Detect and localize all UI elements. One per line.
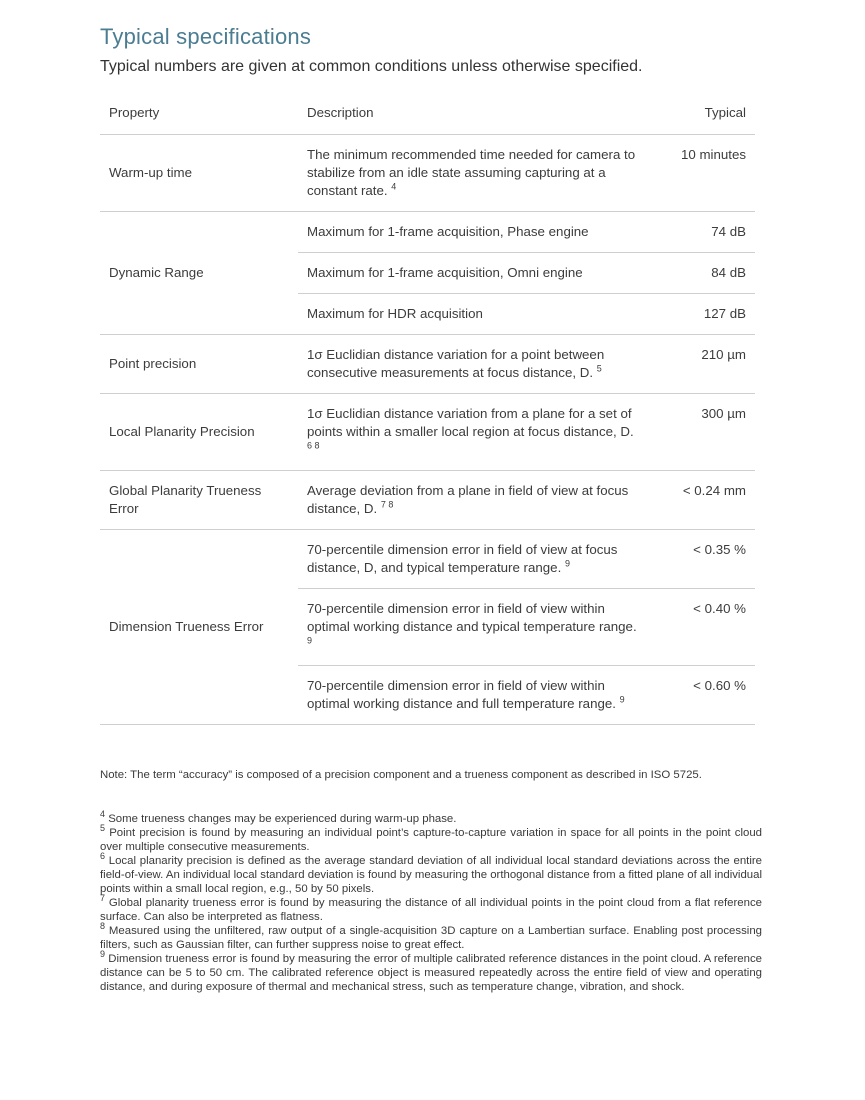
- footnote-ref: 9: [564, 558, 570, 569]
- footnote: [100, 809, 762, 826]
- footnote: [100, 851, 762, 896]
- description-text: The minimum recommended time needed for camera to stabilize from an idle state assuming capturing at a constant rate.: [307, 147, 636, 198]
- footnote-number: 5: [100, 823, 106, 834]
- table-row: [100, 394, 755, 471]
- footnote-text: Some trueness changes may be experienced during warm-up phase.: [108, 813, 457, 825]
- table-row: [100, 212, 755, 253]
- footnote-text: Global planarity trueness error is found by measuring the distance of all individual points in the point cloud from a flat reference surface. Can also be interpreted as flatness.: [100, 897, 762, 923]
- footnote-text: Local planarity precision is defined as the average standard deviation of all individual local standard deviations across the entire field-of-view. An individual local standard deviation is found by measuring the orthogonal distance from a fitted plane of all individual points within a small local region, e.g., 50 by 50 pixels.: [100, 855, 762, 895]
- description-text: 1σ Euclidian distance variation for a point between consecutive measurements at focus distance, D.: [307, 347, 605, 380]
- property-cell: Dynamic Range: [100, 212, 298, 335]
- footnote: [100, 921, 762, 952]
- property-cell: Point precision: [100, 335, 298, 394]
- description-cell: Maximum for HDR acquisition: [298, 294, 646, 335]
- property-cell: Dimension Trueness Error: [100, 530, 298, 725]
- description-cell: Maximum for 1-frame acquisition, Omni engine: [298, 253, 646, 294]
- header-typical: Typical: [646, 94, 755, 135]
- header-description: Description: [298, 94, 646, 135]
- description-cell: [298, 589, 646, 666]
- footnote-ref: 9: [307, 635, 313, 646]
- footnote-number: 7: [100, 893, 106, 904]
- description-cell: [298, 335, 646, 394]
- typical-cell: 74 dB: [646, 212, 755, 253]
- footnote-ref: 6 8: [307, 440, 320, 451]
- footnote-text: Dimension trueness error is found by measuring the error of multiple calibrated reference distances in the point cloud. A reference distance can be 5 to 50 cm. The calibrated reference object is measured repeatedly across the entire field of view and operating distance, and during exposure of thermal and mechanical stress, such as temperature change, vibration, and shock.: [100, 953, 762, 993]
- description-cell: [298, 471, 646, 530]
- typical-cell: 300 µm: [646, 394, 755, 471]
- description-cell: [298, 530, 646, 589]
- description-text: Average deviation from a plane in field of view at focus distance, D.: [307, 483, 629, 516]
- table-row: [100, 335, 755, 394]
- footnote: [100, 893, 762, 924]
- table-row: [100, 135, 755, 212]
- typical-cell: < 0.24 mm: [646, 471, 755, 530]
- description-cell: [298, 394, 646, 471]
- footnote-number: 6: [100, 851, 106, 862]
- description-text: 70-percentile dimension error in field of view at focus distance, D, and typical temperature range.: [307, 542, 618, 575]
- description-cell: Maximum for 1-frame acquisition, Phase engine: [298, 212, 646, 253]
- footnote-ref: 5: [596, 363, 602, 374]
- description-text: 70-percentile dimension error in field of view within optimal working distance and full temperature range.: [307, 678, 616, 711]
- typical-cell: 10 minutes: [646, 135, 755, 212]
- specifications-table: [100, 94, 755, 725]
- footnote-ref: 7 8: [380, 499, 394, 510]
- property-cell: Global Planarity Trueness Error: [100, 471, 298, 530]
- description-cell: [298, 135, 646, 212]
- table-header-row: [100, 94, 755, 135]
- footnote-number: 8: [100, 921, 106, 932]
- description-text: 70-percentile dimension error in field of view within optimal working distance and typical temperature range.: [307, 601, 637, 634]
- typical-cell: 127 dB: [646, 294, 755, 335]
- typical-cell: < 0.40 %: [646, 589, 755, 666]
- table-row: [100, 471, 755, 530]
- footnote-number: 9: [100, 949, 106, 960]
- footnote-number: 4: [100, 809, 106, 820]
- page-title: Typical specifications: [100, 24, 312, 49]
- footnote: [100, 823, 763, 854]
- typical-cell: 210 µm: [646, 335, 755, 394]
- property-cell: Local Planarity Precision: [100, 394, 298, 471]
- typical-cell: 84 dB: [646, 253, 755, 294]
- typical-cell: < 0.60 %: [646, 666, 755, 725]
- description-text: 1σ Euclidian distance variation from a plane for a set of points within a smaller local region at focus distance, D.: [307, 406, 634, 439]
- table-row: [100, 530, 755, 589]
- header-property: Property: [100, 94, 298, 135]
- footnote: [100, 949, 762, 994]
- footnote-text: Point precision is found by measuring an individual point’s capture-to-capture variation in space for all points in the point cloud over multiple consecutive measurements.: [100, 827, 763, 853]
- footnote-text: Measured using the unfiltered, raw output of a single-acquisition 3D capture on a Lambertian surface. Enabling post processing filters, such as Gaussian filter, can further suppress noise to great effect.: [100, 925, 762, 951]
- footnote-ref: 9: [619, 694, 625, 705]
- description-cell: [298, 666, 646, 725]
- typical-cell: < 0.35 %: [646, 530, 755, 589]
- accuracy-note: Note: The term “accuracy” is composed of a precision component and a trueness component as described in ISO 5725.: [100, 769, 702, 781]
- page-subtitle: Typical numbers are given at common conditions unless otherwise specified.: [100, 58, 643, 75]
- property-cell: Warm-up time: [100, 135, 298, 212]
- footnotes: [100, 809, 763, 994]
- footnote-ref: 4: [391, 181, 397, 192]
